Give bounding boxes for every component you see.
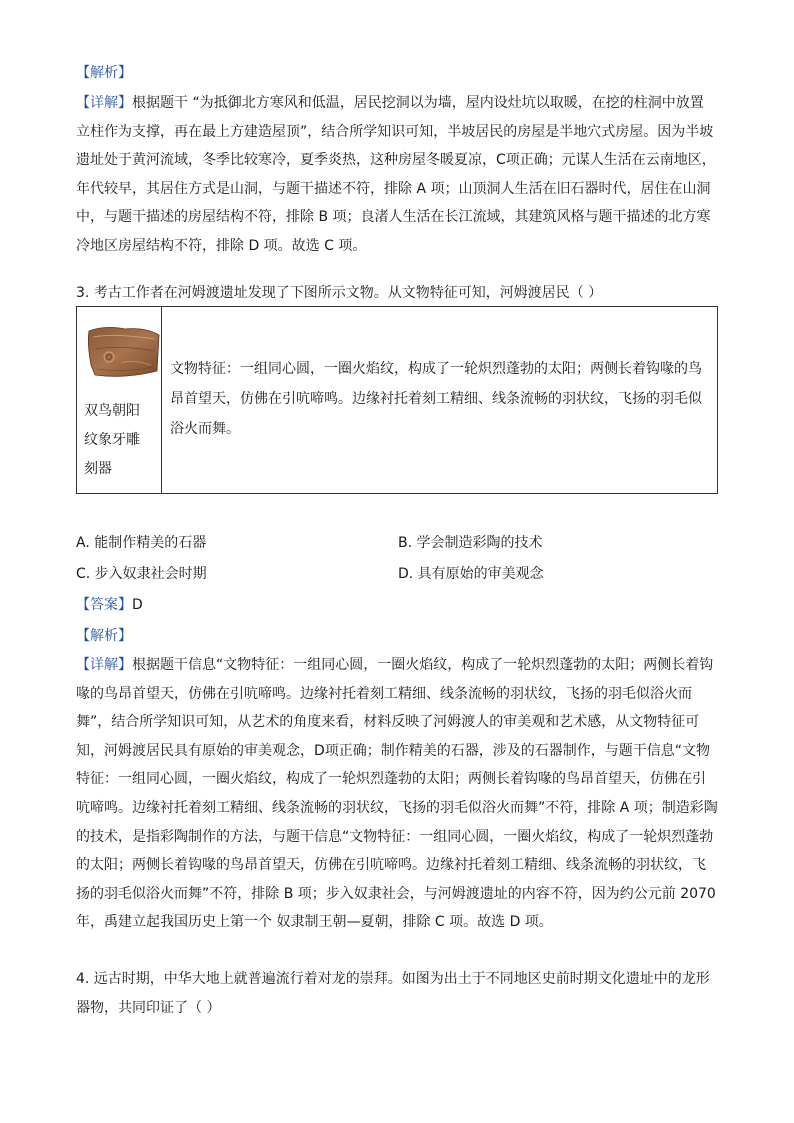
artifact-table bbox=[76, 306, 718, 494]
artifact-feature-line: 昂首望天，仿佛在引吭啼鸣。边缘衬托着刻工精细、线条流畅的羽状纹，飞扬的羽毛似 bbox=[170, 391, 702, 407]
q3-detail-line: 的技术，是指彩陶制作的方法，与题干信息“文物特征：一组同心圆，一圈火焰纹，构成了一轮炽烈蓬勃 bbox=[76, 828, 714, 845]
answer-value: D bbox=[132, 597, 143, 613]
artifact-feature-cell bbox=[162, 307, 718, 494]
artifact-feature-text bbox=[162, 307, 717, 444]
q3-analysis-heading: 【解析】 bbox=[76, 628, 132, 644]
q3-answer bbox=[76, 594, 143, 614]
q3-detail-line: 特征：一组同心圆，一圈火焰纹，构成了一轮炽烈蓬勃的太阳；两侧长着钩喙的鸟昂首望天，仿佛在引 bbox=[76, 771, 706, 788]
q3-detail-line: 喙的鸟昂首望天，仿佛在引吭啼鸣。边缘衬托着刻工精细、线条流畅的羽状纹，飞扬的羽毛似浴火而 bbox=[76, 685, 692, 702]
option-d: D. 具有原始的审美观念 bbox=[398, 566, 544, 582]
artifact-label-line: 刻器 bbox=[84, 461, 112, 477]
artifact-label-line: 双鸟朝阳 bbox=[84, 403, 140, 419]
q2-detail-paragraph bbox=[76, 89, 716, 261]
q2-detail-line: 立柱作为支撑，再在最上方建造屋顶”，结合所学知识可知，半坡居民的房屋是半地穴式房屋。因为半坡 bbox=[76, 123, 714, 140]
artifact-label bbox=[77, 397, 161, 484]
q2-detail-line: 【详解】根据题干 “为抵御北方寒风和低温，居民挖洞以为墙，屋内设灶坑以取暖，在挖的柱洞中放置 bbox=[76, 95, 704, 111]
option-a: A. 能制作精美的石器 bbox=[76, 535, 207, 551]
answer-tag: 【答案】 bbox=[76, 597, 132, 613]
artifact-label-line: 纹象牙雕 bbox=[84, 432, 140, 448]
q2-detail-line: 冷地区房屋结构不符，排除 D 项。故选 C 项。 bbox=[76, 237, 367, 254]
q3-stem: 3. 考古工作者在河姆渡遗址发现了下图所示文物。从文物特征可知，河姆渡居民（ ） bbox=[76, 285, 603, 301]
q3-detail-paragraph bbox=[76, 651, 716, 937]
q2-detail-line: 遗址处于黄河流域，冬季比较寒冷，夏季炎热，这种房屋冬暖夏凉，C项正确；元谋人生活在云南地区， bbox=[76, 152, 716, 169]
q4-stem-line: 器物，共同印证了（ ） bbox=[76, 999, 221, 1016]
q2-analysis-heading: 【解析】 bbox=[76, 65, 132, 81]
artifact-feature-line: 文物特征：一组同心圆，一圈火焰纹，构成了一轮炽烈蓬勃的太阳；两侧长着钩喙的鸟 bbox=[170, 361, 702, 377]
artifact-feature-line: 浴火而舞。 bbox=[170, 421, 240, 437]
artifact-cell bbox=[77, 307, 162, 494]
q3-detail-line: 扬的羽毛似浴火而舞”不符，排除 B 项；步入奴隶社会，与河姆渡遗址的内容不符，因为约公元前 2070 bbox=[76, 885, 716, 902]
q4-stem-line: 4. 远古时期，中华大地上就普遍流行着对龙的崇拜。如图为出土于不同地区史前时期文化遗址中的龙形 bbox=[76, 971, 710, 987]
q2-detail-line: 中，与题干描述的房屋结构不符，排除 B 项；良渚人生活在长江流域，其建筑风格与题干描述的北方寒 bbox=[76, 209, 711, 226]
q3-detail-line: 的太阳；两侧长着钩喙的鸟昂首望天，仿佛在引吭啼鸣。边缘衬托着刻工精细、线条流畅的羽状纹，飞 bbox=[76, 857, 706, 874]
q3-detail-line: 【详解】根据题干信息“文物特征：一组同心圆，一圈火焰纹，构成了一轮炽烈蓬勃的太阳；两侧长着钩 bbox=[76, 657, 714, 673]
q4-stem bbox=[76, 965, 716, 1022]
q2-detail-tag: 【详解】 bbox=[76, 95, 132, 111]
option-b: B. 学会制造彩陶的技术 bbox=[398, 535, 543, 551]
q3-detail-tag: 【详解】 bbox=[76, 657, 132, 673]
q3-detail-line: 舞”，结合所学知识可知，从艺术的角度来看，材料反映了河姆渡人的审美观和艺术感，从文物特征可 bbox=[76, 714, 700, 731]
q2-detail-line: 年代较早，其居住方式是山洞，与题干描述不符，排除 A 项；山顶洞人生活在旧石器时代，居住在山洞 bbox=[76, 180, 711, 197]
ivory-carving-image bbox=[85, 323, 161, 383]
q3-detail-line: 吭啼鸣。边缘衬托着刻工精细、线条流畅的羽状纹，飞扬的羽毛似浴火而舞”不符，排除 A 项；制造彩陶 bbox=[76, 799, 718, 816]
artifact-image bbox=[77, 307, 161, 397]
q3-detail-line: 年，禹建立起我国历史上第一个 奴隶制王朝—夏朝，排除 C 项。故选 D 项。 bbox=[76, 914, 553, 931]
q3-detail-line: 知，河姆渡居民具有原始的审美观念，D项正确；制作精美的石器，涉及的石器制作，与题干信息“文物 bbox=[76, 742, 711, 759]
option-c: C. 步入奴隶社会时期 bbox=[76, 566, 207, 582]
